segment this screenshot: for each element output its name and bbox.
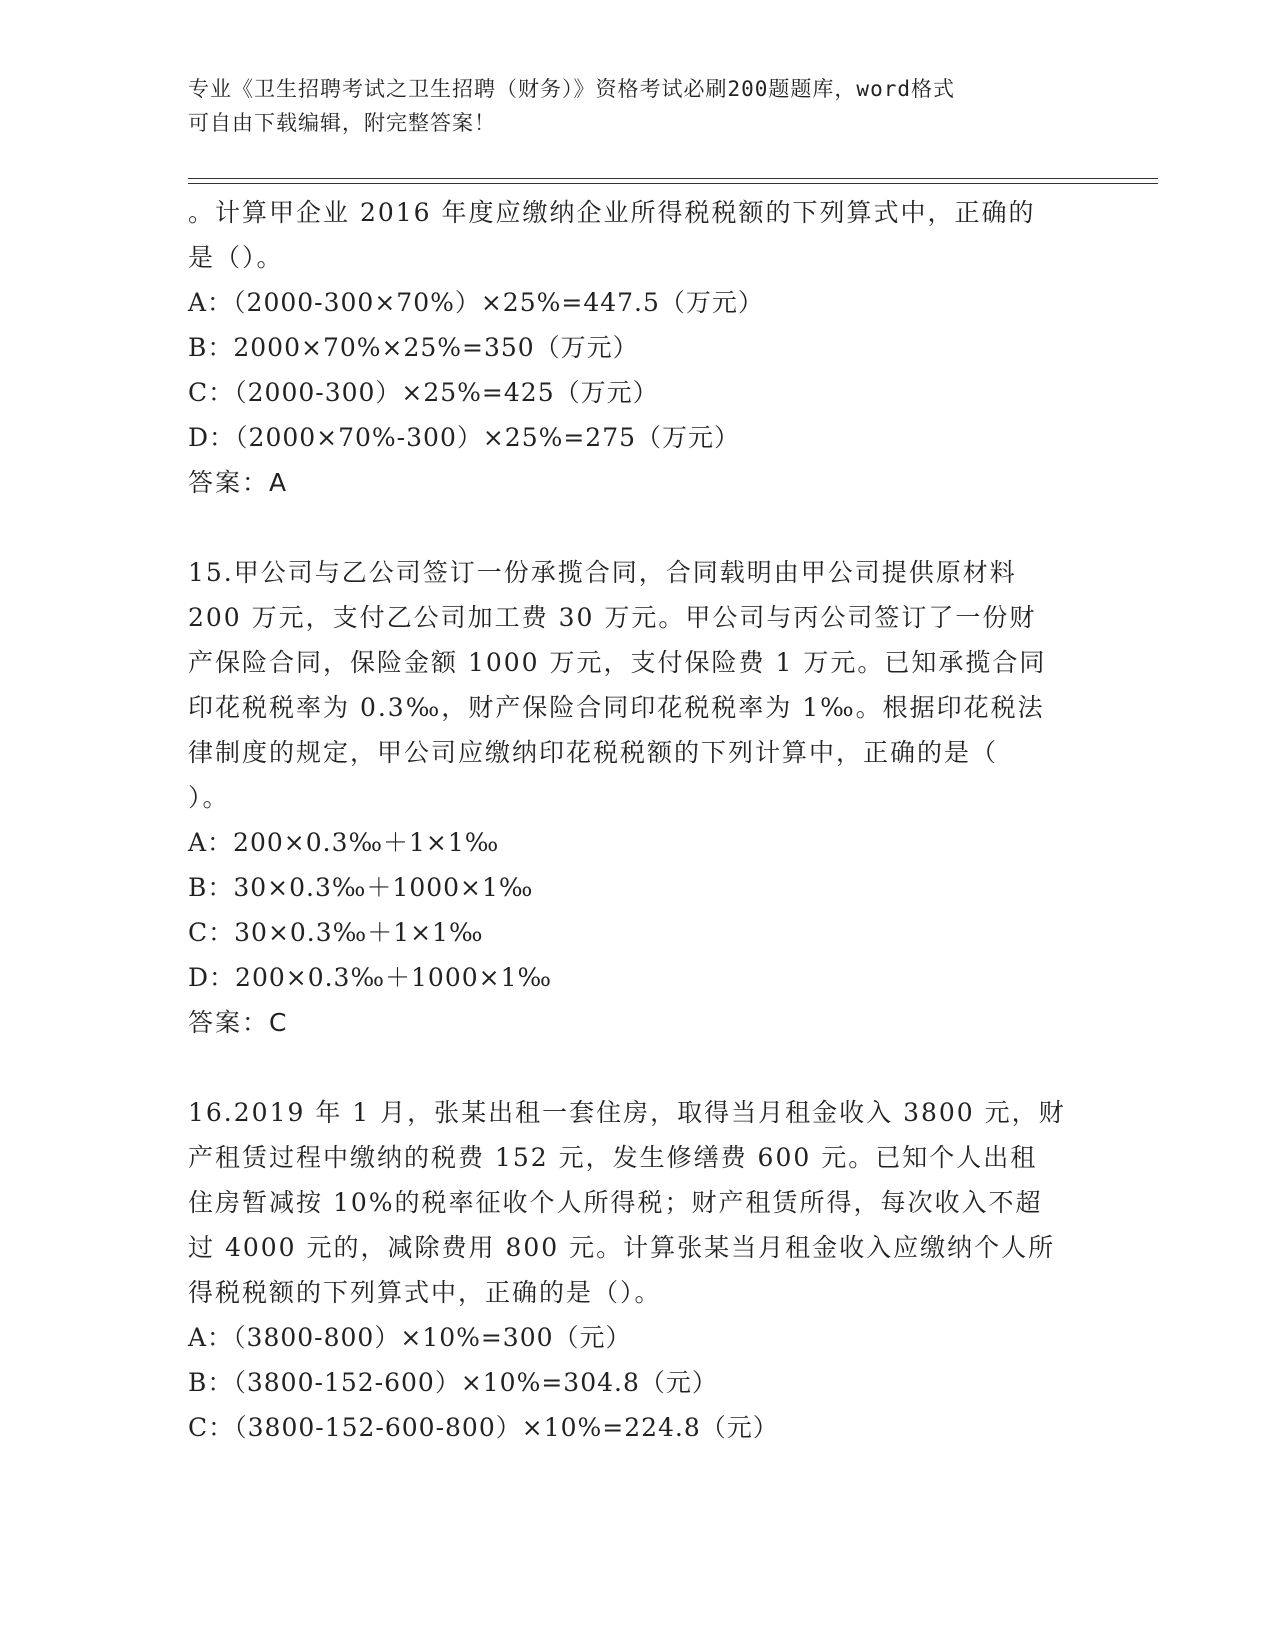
option-c: C：（2000-300）×25%=425（万元） <box>188 378 659 407</box>
option-a: A：（3800-800）×10%=300（元） <box>188 1323 632 1352</box>
header-divider-bottom <box>188 183 1158 184</box>
option-d: D：200×0.3‰＋1000×1‰ <box>188 963 553 992</box>
question-spacer <box>188 1045 1088 1090</box>
question-text-line: 16.2019 年 1 月，张某出租一套住房，取得当月租金收入 3800 元，财 <box>188 1098 1066 1127</box>
answer-label: 答案：C <box>188 1008 289 1037</box>
header-divider-top <box>188 178 1158 179</box>
question-15 <box>188 550 1088 1045</box>
answer-label: 答案：A <box>188 468 289 497</box>
document-body <box>188 190 1088 1450</box>
option-a: A：200×0.3‰＋1×1‰ <box>188 828 500 857</box>
question-text-line: 产保险合同，保险金额 1000 万元，支付保险费 1 万元。已知承揽合同 <box>188 648 1047 677</box>
question-text-line: 得税税额的下列算式中，正确的是（）。 <box>188 1278 662 1307</box>
option-b: B：（3800-152-600）×10%=304.8（元） <box>188 1368 718 1397</box>
option-b: B：30×0.3‰＋1000×1‰ <box>188 873 534 902</box>
question-text-line: 印花税税率为 0.3‰，财产保险合同印花税税率为 1‰。根据印花税法 <box>188 693 1045 722</box>
header-line-2: 可自由下载编辑，附完整答案！ <box>188 111 496 135</box>
question-text-line: 律制度的规定，甲公司应缴纳印花税税额的下列计算中，正确的是（ <box>188 738 999 767</box>
header-line-1: 专业《卫生招聘考试之卫生招聘（财务）》资格考试必刷200题题库，word格式 <box>188 77 955 101</box>
question-text-line: 200 万元，支付乙公司加工费 30 万元。甲公司与丙公司签订了一份财 <box>188 603 1037 632</box>
option-a: A：（2000-300×70%）×25%=447.5（万元） <box>188 288 764 317</box>
question-text-line: ）。 <box>188 783 230 812</box>
question-14 <box>188 190 1088 505</box>
question-text-line: 。计算甲企业 2016 年度应缴纳企业所得税税额的下列算式中，正确的 <box>188 198 1036 227</box>
option-c: C：30×0.3‰＋1×1‰ <box>188 918 484 947</box>
question-text-line: 产租赁过程中缴纳的税费 152 元，发生修缮费 600 元。已知个人出租 <box>188 1143 1038 1172</box>
option-d: D：（2000×70%-300）×25%=275（万元） <box>188 423 741 452</box>
document-header <box>188 72 1068 140</box>
question-spacer <box>188 505 1088 550</box>
option-b: B：2000×70%×25%=350（万元） <box>188 333 639 362</box>
question-text-line: 是（）。 <box>188 243 284 272</box>
option-c: C：（3800-152-600-800）×10%=224.8（元） <box>188 1413 779 1442</box>
question-16 <box>188 1090 1088 1450</box>
question-text-line: 住房暂减按 10%的税率征收个人所得税；财产租赁所得，每次收入不超 <box>188 1188 1043 1217</box>
question-text-line: 15.甲公司与乙公司签订一份承揽合同，合同载明由甲公司提供原材料 <box>188 558 1017 587</box>
question-text-line: 过 4000 元的，减除费用 800 元。计算张某当月租金收入应缴纳个人所 <box>188 1233 1056 1262</box>
